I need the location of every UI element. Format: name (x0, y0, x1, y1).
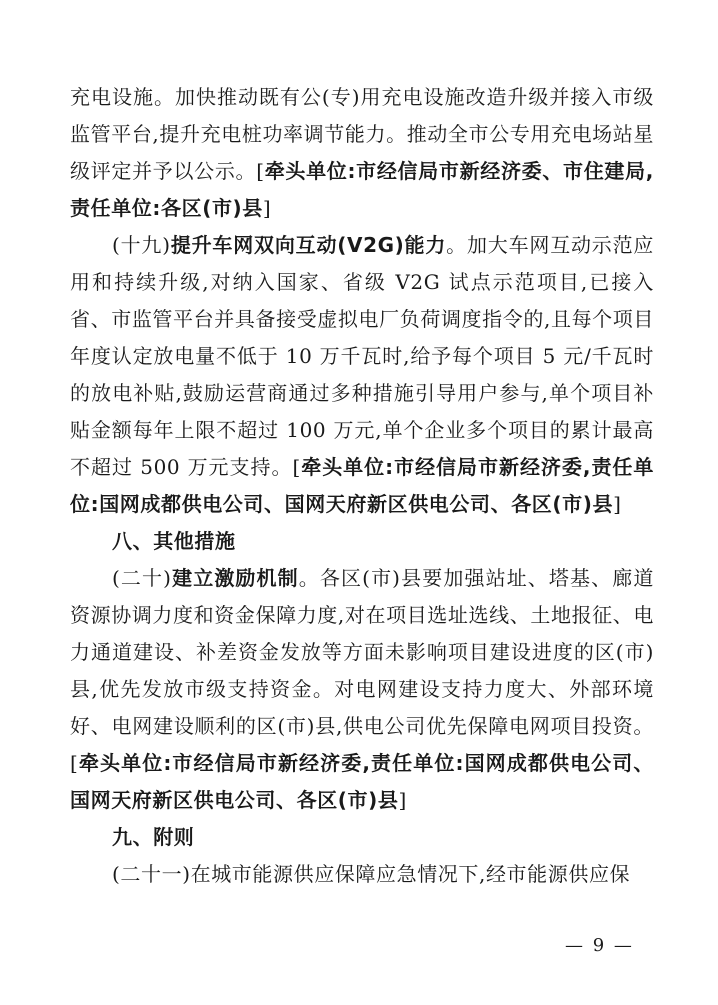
text-run: 。加大车网互动示范应用和持续升级,对纳入国家、省级 V2G 试点示范项目,已接入省、市监管平台并具备接受虚拟电厂负荷调度指令的,且每个项目年度认定放电量不低于 10 万千瓦时,给予每个项目 5 元/千瓦时的放电补贴,鼓励运营商通过多种措施引导用户参与,单个项目补贴金额每年上限不超过 100 万元,单个企业多个项目的累计最高不超过 500 万元支持。[ (70, 233, 655, 479)
section-heading: 九、附则 (112, 825, 195, 849)
bold-text-run: 牵头单位:市经信局市新经济委,责任单位:国网成都供电公司、国网天府新区供电公司、各区(市)县 (70, 455, 654, 516)
text-run: 充电设施。加快推动既有公(专)用充电设施改造升级并接入市级监管平台,提升充电桩功率调节能力。推动全市公专用充电场站星级评定并予以公示。[ (70, 85, 654, 183)
paragraph (70, 79, 654, 227)
bold-text-run: 提升车网双向互动(V2G)能力 (170, 233, 447, 257)
text-run: (二十一)在城市能源供应保障应急情况下,经市能源供应保 (112, 862, 631, 886)
text-run: (二十) (112, 566, 172, 590)
page-number: — 9 — (565, 935, 634, 956)
text-run: ] (262, 196, 272, 220)
text-run: (十九) (112, 233, 171, 257)
bold-text-run: 牵头单位:市经信局市新经济委,责任单位:国网成都供电公司、国网天府新区供电公司、各区(市)县 (70, 751, 654, 812)
document-body (70, 79, 654, 893)
bold-text-run: 牵头单位:市经信局市新经济委、市住建局,责任单位:各区(市)县 (70, 159, 654, 220)
paragraph (70, 856, 654, 893)
bold-text-run: 建立激励机制 (171, 566, 299, 590)
section-heading: 八、其他措施 (112, 529, 236, 553)
text-run: 。各区(市)县要加强站址、塔基、廊道资源协调力度和资金保障力度,对在项目选址选线、土地报征、电力通道建设、补差资金发放等方面未影响项目建设进度的区(市)县,优先发放市级支持资金。对电网建设支持力度大、外部环境好、电网建设顺利的区(市)县,供电公司优先保障电网项目投资。[ (70, 566, 654, 775)
paragraph (70, 227, 654, 523)
text-run: ] (613, 492, 622, 516)
text-run: ] (398, 788, 407, 812)
paragraph (70, 560, 654, 819)
